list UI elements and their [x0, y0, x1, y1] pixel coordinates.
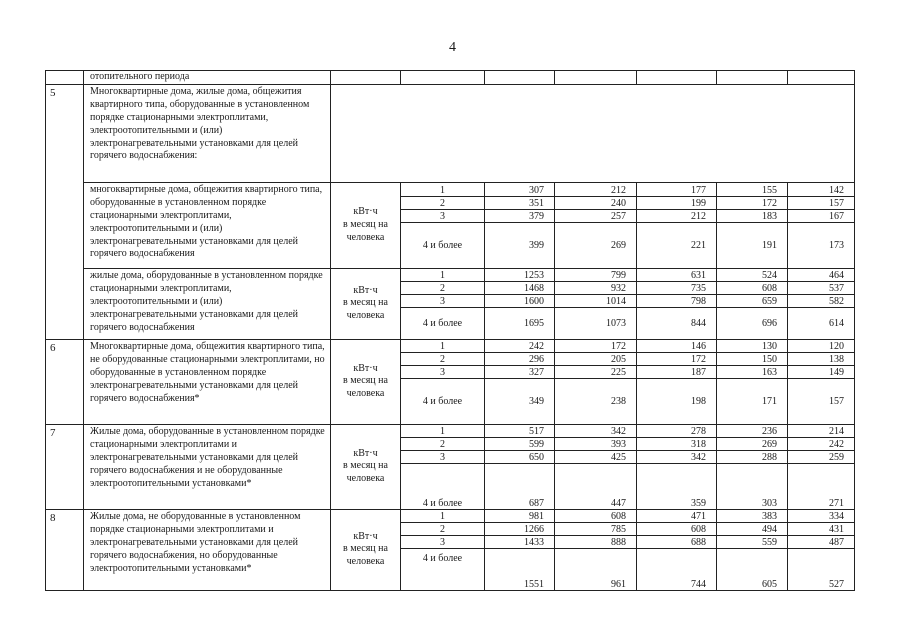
value-cell: 257	[555, 209, 637, 222]
rooms-cell: 4 и более	[401, 463, 485, 509]
value-cell: 318	[637, 437, 717, 450]
rooms-cell: 1	[401, 339, 485, 352]
unit-cell: кВт·ч в месяц на человека	[331, 268, 401, 339]
value-cell: 599	[485, 437, 555, 450]
value-cell: 157	[788, 378, 855, 424]
value-cell: 383	[717, 509, 788, 522]
unit-cell: кВт·ч в месяц на человека	[331, 424, 401, 509]
value-cell: 149	[788, 365, 855, 378]
empty-cell	[331, 84, 855, 182]
value-cell: 608	[555, 509, 637, 522]
value-cell: 487	[788, 535, 855, 548]
value-cell: 494	[717, 522, 788, 535]
value-cell: 199	[637, 196, 717, 209]
value-cell: 399	[485, 222, 555, 268]
value-cell: 744	[637, 548, 717, 590]
rooms-cell: 2	[401, 522, 485, 535]
row-description: отопительного периода	[84, 71, 331, 85]
value-cell: 471	[637, 509, 717, 522]
rooms-cell: 2	[401, 196, 485, 209]
value-cell: 1551	[485, 548, 555, 590]
value-cell: 1600	[485, 294, 555, 307]
value-cell: 687	[485, 463, 555, 509]
value-cell: 605	[717, 548, 788, 590]
value-cell: 1266	[485, 522, 555, 535]
rooms-cell: 4 и более	[401, 307, 485, 339]
value-cell: 242	[485, 339, 555, 352]
value-cell: 288	[717, 450, 788, 463]
value-cell: 191	[717, 222, 788, 268]
value-cell: 242	[788, 437, 855, 450]
value-cell: 527	[788, 548, 855, 590]
value-cell: 798	[637, 294, 717, 307]
value-cell: 130	[717, 339, 788, 352]
rooms-cell: 4 и более	[401, 222, 485, 268]
value-cell: 1014	[555, 294, 637, 307]
row-description: многоквартирные дома, общежития квартирного типа, оборудованные в установленном порядке стационарными электроплитами, электроотопительными и (или) электронагревательными установками для целей горячего водоснабжения	[84, 182, 331, 268]
value-cell: 138	[788, 352, 855, 365]
value-cell: 1468	[485, 281, 555, 294]
value-cell: 342	[555, 424, 637, 437]
value-cell: 172	[637, 352, 717, 365]
value-cell: 172	[555, 339, 637, 352]
value-cell: 1253	[485, 268, 555, 281]
value-cell: 582	[788, 294, 855, 307]
value-cell: 269	[555, 222, 637, 268]
value-cell: 608	[637, 522, 717, 535]
value-cell: 212	[555, 182, 637, 196]
value-cell: 961	[555, 548, 637, 590]
row-description: Многоквартирные дома, общежития квартирного типа, не оборудованные стационарными электроплитами, но оборудованные в установленном порядке электронагревательными установками для целей горячего водоснабжения*	[84, 339, 331, 424]
value-cell: 142	[788, 182, 855, 196]
value-cell: 431	[788, 522, 855, 535]
value-cell: 785	[555, 522, 637, 535]
value-cell: 447	[555, 463, 637, 509]
rooms-cell: 1	[401, 182, 485, 196]
value-cell: 932	[555, 281, 637, 294]
row-number: 5	[46, 84, 84, 339]
value-cell: 269	[717, 437, 788, 450]
value-cell: 425	[555, 450, 637, 463]
value-cell: 177	[637, 182, 717, 196]
row-number: 7	[46, 424, 84, 509]
value-cell: 351	[485, 196, 555, 209]
value-cell: 221	[637, 222, 717, 268]
value-cell: 1073	[555, 307, 637, 339]
value-cell: 171	[717, 378, 788, 424]
value-cell: 198	[637, 378, 717, 424]
value-cell: 236	[717, 424, 788, 437]
rooms-cell: 2	[401, 352, 485, 365]
value-cell: 167	[788, 209, 855, 222]
rooms-cell: 3	[401, 535, 485, 548]
value-cell: 212	[637, 209, 717, 222]
value-cell: 271	[788, 463, 855, 509]
table-row	[46, 182, 855, 196]
value-cell: 799	[555, 268, 637, 281]
rooms-cell: 2	[401, 437, 485, 450]
value-cell: 278	[637, 424, 717, 437]
continuation-row	[46, 71, 855, 85]
rooms-cell: 3	[401, 294, 485, 307]
rooms-cell: 2	[401, 281, 485, 294]
value-cell: 359	[637, 463, 717, 509]
row-description: жилые дома, оборудованные в установленном порядке стационарными электроплитами, электроотопительными и (или) электронагревательными установками для целей горячего водоснабжения	[84, 268, 331, 339]
rooms-cell: 1	[401, 268, 485, 281]
value-cell: 214	[788, 424, 855, 437]
value-cell: 393	[555, 437, 637, 450]
value-cell: 379	[485, 209, 555, 222]
row-description: Многоквартирные дома, жилые дома, общежития квартирного типа, оборудованные в установленном порядке стационарными электроплитами, электроотопительными и (или) электронагревательными установками для целей горячего водоснабжения:	[84, 84, 331, 182]
value-cell: 157	[788, 196, 855, 209]
value-cell: 349	[485, 378, 555, 424]
value-cell: 650	[485, 450, 555, 463]
value-cell: 517	[485, 424, 555, 437]
value-cell: 334	[788, 509, 855, 522]
row-number: 8	[46, 509, 84, 590]
rooms-cell: 1	[401, 509, 485, 522]
value-cell: 1695	[485, 307, 555, 339]
value-cell: 696	[717, 307, 788, 339]
rooms-cell: 3	[401, 209, 485, 222]
value-cell: 844	[637, 307, 717, 339]
value-cell: 303	[717, 463, 788, 509]
row-description: Жилые дома, не оборудованные в установленном порядке стационарными электроплитами и электронагревательными установками для целей горячего водоснабжения, но оборудованные электроотопительными установками*	[84, 509, 331, 590]
value-cell: 225	[555, 365, 637, 378]
table-row	[46, 424, 855, 437]
value-cell: 150	[717, 352, 788, 365]
table-row	[46, 339, 855, 352]
rooms-cell: 4 и более	[401, 548, 485, 590]
value-cell: 342	[637, 450, 717, 463]
value-cell: 155	[717, 182, 788, 196]
value-cell: 981	[485, 509, 555, 522]
value-cell: 559	[717, 535, 788, 548]
value-cell: 163	[717, 365, 788, 378]
value-cell: 735	[637, 281, 717, 294]
value-cell: 172	[717, 196, 788, 209]
value-cell: 888	[555, 535, 637, 548]
rooms-cell: 1	[401, 424, 485, 437]
value-cell: 688	[637, 535, 717, 548]
value-cell: 327	[485, 365, 555, 378]
value-cell: 187	[637, 365, 717, 378]
table-row	[46, 268, 855, 281]
value-cell: 659	[717, 294, 788, 307]
row-description: Жилые дома, оборудованные в установленном порядке стационарными электроплитами и электронагревательными установками для целей горячего водоснабжения и не оборудованные электроотопительными установками*	[84, 424, 331, 509]
value-cell: 259	[788, 450, 855, 463]
rooms-cell: 3	[401, 365, 485, 378]
row-number-cell	[46, 71, 84, 85]
table-row	[46, 509, 855, 522]
value-cell: 238	[555, 378, 637, 424]
rooms-cell: 4 и более	[401, 378, 485, 424]
value-cell: 608	[717, 281, 788, 294]
page-number: 4	[449, 40, 456, 55]
value-cell: 296	[485, 352, 555, 365]
value-cell: 146	[637, 339, 717, 352]
value-cell: 307	[485, 182, 555, 196]
value-cell: 120	[788, 339, 855, 352]
value-cell: 631	[637, 268, 717, 281]
value-cell: 1433	[485, 535, 555, 548]
table-row	[46, 84, 855, 182]
unit-cell: кВт·ч в месяц на человека	[331, 339, 401, 424]
value-cell: 537	[788, 281, 855, 294]
value-cell: 464	[788, 268, 855, 281]
unit-cell: кВт·ч в месяц на человека	[331, 509, 401, 590]
row-number: 6	[46, 339, 84, 424]
rooms-cell: 3	[401, 450, 485, 463]
value-cell: 183	[717, 209, 788, 222]
value-cell: 173	[788, 222, 855, 268]
unit-cell: кВт·ч в месяц на человека	[331, 182, 401, 268]
value-cell: 205	[555, 352, 637, 365]
value-cell: 240	[555, 196, 637, 209]
value-cell: 524	[717, 268, 788, 281]
norms-table	[45, 70, 855, 591]
value-cell: 614	[788, 307, 855, 339]
